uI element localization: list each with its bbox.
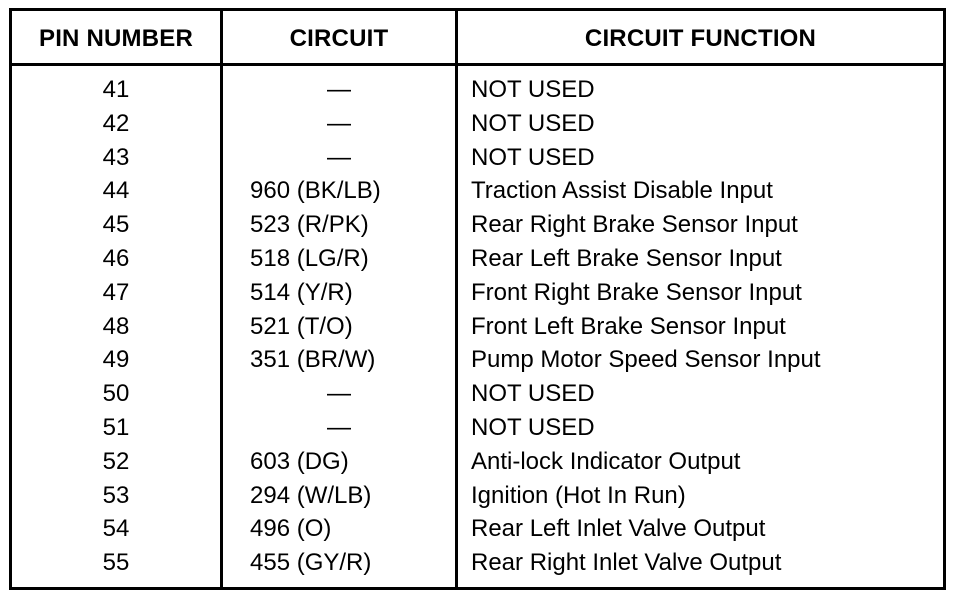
circuit-cell: 496 (O) [250, 515, 332, 543]
pin-cell: 53 [102, 481, 130, 509]
pin-cell: 52 [102, 447, 130, 475]
pin-cell: 54 [102, 515, 130, 543]
circuit-cell: 455 (GY/R) [250, 549, 372, 577]
function-cell: Rear Right Brake Sensor Input [471, 211, 798, 239]
pin-table [9, 8, 946, 590]
pin-cell: 41 [102, 76, 130, 103]
pin-cell: 46 [102, 244, 130, 272]
function-cell: Pump Motor Speed Sensor Input [471, 346, 821, 374]
circuit-cell: — [327, 413, 351, 441]
header-circuit-function: CIRCUIT FUNCTION [584, 25, 817, 52]
function-cell: NOT USED [471, 76, 595, 103]
function-cell: Front Right Brake Sensor Input [471, 278, 802, 306]
circuit-cell: 351 (BR/W) [250, 346, 376, 374]
function-cell: NOT USED [471, 109, 595, 137]
pin-cell: 47 [102, 278, 130, 306]
header-circuit: CIRCUIT [289, 25, 389, 52]
table-row [12, 343, 943, 377]
table-row [12, 445, 943, 479]
pin-cell: 49 [102, 346, 130, 374]
function-cell: NOT USED [471, 143, 595, 171]
table-row [12, 73, 943, 107]
pin-cell: 51 [102, 413, 130, 441]
function-cell: NOT USED [471, 380, 595, 408]
function-cell: Ignition (Hot In Run) [471, 481, 686, 509]
function-cell: Rear Right Inlet Valve Output [471, 549, 782, 577]
circuit-cell: — [327, 143, 351, 171]
table-row [12, 174, 943, 208]
table-row [12, 107, 943, 141]
pin-cell: 48 [102, 312, 130, 340]
function-cell: NOT USED [471, 413, 595, 441]
table-body [12, 73, 943, 580]
table-row [12, 512, 943, 546]
circuit-cell: — [327, 380, 351, 408]
circuit-cell: 960 (BK/LB) [250, 177, 381, 205]
table-row [12, 411, 943, 445]
table-row [12, 479, 943, 513]
circuit-cell: 521 (T/O) [250, 312, 353, 340]
circuit-cell: — [327, 109, 351, 137]
table-row [12, 276, 943, 310]
pin-cell: 50 [102, 380, 130, 408]
function-cell: Rear Left Brake Sensor Input [471, 244, 782, 272]
function-cell: Traction Assist Disable Input [471, 177, 773, 205]
circuit-cell: 514 (Y/R) [250, 278, 353, 306]
pin-cell: 42 [102, 109, 130, 137]
function-cell: Front Left Brake Sensor Input [471, 312, 786, 340]
circuit-cell: 523 (R/PK) [250, 211, 369, 239]
circuit-cell: — [327, 76, 351, 103]
function-cell: Anti-lock Indicator Output [471, 447, 741, 475]
table-header-row [12, 11, 943, 66]
table-row [12, 377, 943, 411]
table-row [12, 242, 943, 276]
pin-cell: 55 [102, 549, 130, 577]
function-cell: Rear Left Inlet Valve Output [471, 515, 766, 543]
table-row [12, 310, 943, 344]
circuit-cell: 294 (W/LB) [250, 481, 372, 509]
header-pin-number: PIN NUMBER [38, 25, 193, 52]
pin-cell: 45 [102, 211, 130, 239]
circuit-cell: 603 (DG) [250, 447, 349, 475]
table-row [12, 546, 943, 580]
circuit-cell: 518 (LG/R) [250, 244, 369, 272]
pin-cell: 43 [102, 143, 130, 171]
table-row [12, 141, 943, 175]
table-row [12, 208, 943, 242]
pin-cell: 44 [102, 177, 130, 205]
